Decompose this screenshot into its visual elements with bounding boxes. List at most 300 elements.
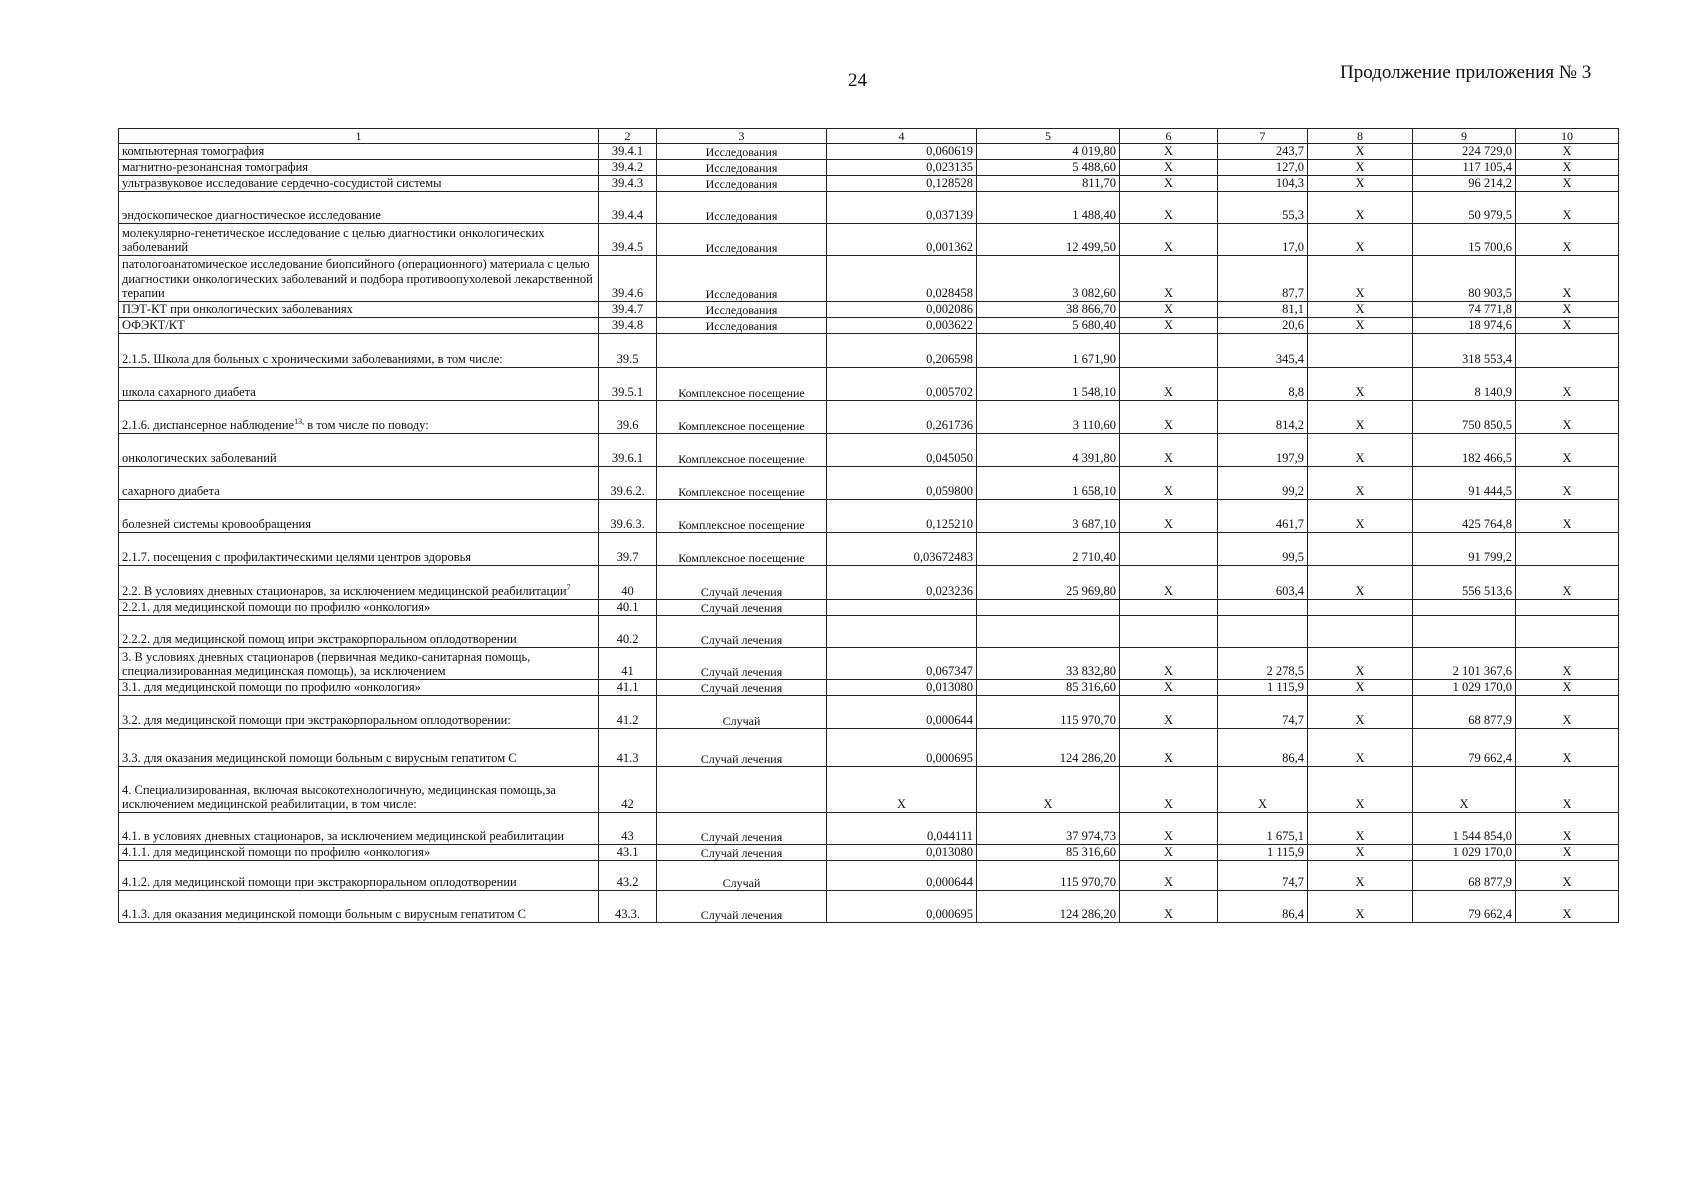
row-name-cell [119, 533, 599, 566]
table-header-row [119, 129, 1619, 144]
cell-value-10: X [1516, 401, 1619, 434]
row-name: ультразвуковое исследование сердечно-сосудистой системы [122, 176, 442, 191]
cell-value-9: 750 850,5 [1413, 401, 1516, 434]
cell-value-7: 87,7 [1218, 256, 1308, 302]
column-header: 1 [119, 129, 599, 144]
cell-value-9: 15 700,6 [1413, 224, 1516, 256]
column-header: 6 [1120, 129, 1218, 144]
table-row [119, 256, 1619, 302]
cell-value-5: 2 710,40 [977, 533, 1120, 566]
page-number: 24 [848, 70, 867, 91]
cell-value-8 [1308, 533, 1413, 566]
cell-value-9: 8 140,9 [1413, 368, 1516, 401]
row-code: 39.4.5 [599, 224, 657, 256]
row-name: школа сахарного диабета [122, 385, 256, 400]
row-name: 2.1.5. Школа для больных с хроническими заболеваниями, в том числе: [122, 352, 503, 367]
cell-value-5 [977, 616, 1120, 648]
cell-value-8 [1308, 334, 1413, 368]
cell-value-9: 79 662,4 [1413, 729, 1516, 767]
row-name-cell [119, 334, 599, 368]
cell-value-7: 74,7 [1218, 861, 1308, 891]
row-name-cell [119, 891, 599, 923]
row-code: 43 [599, 813, 657, 845]
column-header: 5 [977, 129, 1120, 144]
row-name-cell [119, 467, 599, 500]
row-unit: Комплексное посещение [657, 533, 827, 566]
cell-value-9: 91 799,2 [1413, 533, 1516, 566]
row-unit: Случай [657, 861, 827, 891]
cell-value-5: 3 110,60 [977, 401, 1120, 434]
cell-value-10: X [1516, 845, 1619, 861]
cell-value-5: 124 286,20 [977, 729, 1120, 767]
cell-value-5: 85 316,60 [977, 845, 1120, 861]
cell-value-10 [1516, 334, 1619, 368]
table-row [119, 767, 1619, 813]
table-row [119, 680, 1619, 696]
row-unit: Исследования [657, 144, 827, 160]
row-name-cell [119, 176, 599, 192]
cell-value-7: 99,2 [1218, 467, 1308, 500]
cell-value-4: 0,206598 [827, 334, 977, 368]
row-code: 41.1 [599, 680, 657, 696]
cell-value-5: 3 687,10 [977, 500, 1120, 533]
cell-value-10: X [1516, 144, 1619, 160]
cell-value-4: 0,023135 [827, 160, 977, 176]
table-row [119, 600, 1619, 616]
cell-value-9: 318 553,4 [1413, 334, 1516, 368]
table-row [119, 696, 1619, 729]
cell-value-4: 0,03672483 [827, 533, 977, 566]
cell-value-4: 0,013080 [827, 680, 977, 696]
cell-value-5: 1 488,40 [977, 192, 1120, 224]
cell-value-8 [1308, 600, 1413, 616]
row-name-cell [119, 401, 599, 434]
table-row [119, 334, 1619, 368]
row-name-cell [119, 616, 599, 648]
cell-value-9: 1 029 170,0 [1413, 680, 1516, 696]
cell-value-6: X [1120, 696, 1218, 729]
cell-value-8: X [1308, 729, 1413, 767]
cell-value-6 [1120, 334, 1218, 368]
cell-value-4: 0,037139 [827, 192, 977, 224]
table-row [119, 566, 1619, 600]
cell-value-8: X [1308, 891, 1413, 923]
row-unit: Случай [657, 696, 827, 729]
cell-value-5: 124 286,20 [977, 891, 1120, 923]
cell-value-8: X [1308, 318, 1413, 334]
cell-value-4: 0,023236 [827, 566, 977, 600]
cell-value-7: 243,7 [1218, 144, 1308, 160]
cell-value-5: 37 974,73 [977, 813, 1120, 845]
cell-value-6: X [1120, 318, 1218, 334]
row-unit [657, 334, 827, 368]
cell-value-8: X [1308, 500, 1413, 533]
cell-value-8: X [1308, 434, 1413, 467]
cell-value-8: X [1308, 176, 1413, 192]
cell-value-5: 38 866,70 [977, 302, 1120, 318]
cell-value-7: 20,6 [1218, 318, 1308, 334]
row-name: 4.1. в условиях дневных стационаров, за исключением медицинской реабилитации [122, 829, 565, 844]
cell-value-10: X [1516, 813, 1619, 845]
cell-value-6: X [1120, 680, 1218, 696]
row-unit: Случай лечения [657, 648, 827, 680]
row-unit: Случай лечения [657, 845, 827, 861]
row-name: 2.1.6. диспансерное наблюдение [122, 418, 295, 433]
cell-value-8: X [1308, 144, 1413, 160]
cell-value-9: 96 214,2 [1413, 176, 1516, 192]
column-header: 4 [827, 129, 977, 144]
row-code: 42 [599, 767, 657, 813]
row-name: 2.2. В условиях дневных стационаров, за исключением медицинской реабилитации [122, 584, 567, 599]
cell-value-5: 5 488,60 [977, 160, 1120, 176]
table-row [119, 401, 1619, 434]
cell-value-7: 461,7 [1218, 500, 1308, 533]
cell-value-7: 104,3 [1218, 176, 1308, 192]
row-name-cell [119, 160, 599, 176]
cell-value-4: 0,125210 [827, 500, 977, 533]
cell-value-9: 18 974,6 [1413, 318, 1516, 334]
row-name-cell [119, 368, 599, 401]
cell-value-10: X [1516, 696, 1619, 729]
row-name-cell [119, 680, 599, 696]
cell-value-10: X [1516, 767, 1619, 813]
cell-value-10: X [1516, 224, 1619, 256]
cell-value-5: 1 658,10 [977, 467, 1120, 500]
row-name-cell [119, 767, 599, 813]
cell-value-8: X [1308, 302, 1413, 318]
cell-value-10: X [1516, 891, 1619, 923]
table-row [119, 144, 1619, 160]
row-name-cell [119, 302, 599, 318]
row-name-cell [119, 861, 599, 891]
cell-value-5: 811,70 [977, 176, 1120, 192]
row-name: онкологических заболеваний [122, 451, 277, 466]
cell-value-10: X [1516, 318, 1619, 334]
cell-value-5: X [977, 767, 1120, 813]
cell-value-7: X [1218, 767, 1308, 813]
cell-value-5: 85 316,60 [977, 680, 1120, 696]
cell-value-7: 345,4 [1218, 334, 1308, 368]
cell-value-5: 4 391,80 [977, 434, 1120, 467]
cell-value-10: X [1516, 648, 1619, 680]
row-name: компьютерная томография [122, 144, 265, 159]
row-name-cell [119, 224, 599, 256]
table-row [119, 176, 1619, 192]
cell-value-6 [1120, 533, 1218, 566]
column-header: 10 [1516, 129, 1619, 144]
row-name: 2.2.1. для медицинской помощи по профилю «онкология» [122, 600, 431, 615]
cell-value-10: X [1516, 368, 1619, 401]
cell-value-8 [1308, 616, 1413, 648]
cell-value-6: X [1120, 813, 1218, 845]
cell-value-6: X [1120, 845, 1218, 861]
row-name-cell [119, 696, 599, 729]
row-name: 3.1. для медицинской помощи по профилю «онкология» [122, 680, 421, 695]
cell-value-7: 1 675,1 [1218, 813, 1308, 845]
row-name-cell [119, 434, 599, 467]
row-name-cell [119, 648, 599, 680]
row-code: 39.4.2 [599, 160, 657, 176]
cell-value-5: 25 969,80 [977, 566, 1120, 600]
cell-value-10: X [1516, 500, 1619, 533]
cell-value-8: X [1308, 467, 1413, 500]
row-name: болезней системы кровообращения [122, 517, 311, 532]
cell-value-7: 1 115,9 [1218, 845, 1308, 861]
row-unit: Комплексное посещение [657, 500, 827, 533]
row-code: 41 [599, 648, 657, 680]
cell-value-10 [1516, 600, 1619, 616]
cell-value-4: 0,045050 [827, 434, 977, 467]
cell-value-8: X [1308, 648, 1413, 680]
row-name-cell [119, 318, 599, 334]
cell-value-8: X [1308, 224, 1413, 256]
row-name-cell [119, 500, 599, 533]
cell-value-4: 0,000644 [827, 696, 977, 729]
cell-value-9: 224 729,0 [1413, 144, 1516, 160]
cell-value-10: X [1516, 566, 1619, 600]
row-unit: Комплексное посещение [657, 434, 827, 467]
cell-value-5: 3 082,60 [977, 256, 1120, 302]
cell-value-9: X [1413, 767, 1516, 813]
table-row [119, 891, 1619, 923]
cell-value-8: X [1308, 845, 1413, 861]
table-row [119, 845, 1619, 861]
cell-value-7: 2 278,5 [1218, 648, 1308, 680]
cell-value-4: 0,044111 [827, 813, 977, 845]
column-header: 3 [657, 129, 827, 144]
row-code: 43.2 [599, 861, 657, 891]
cell-value-7: 127,0 [1218, 160, 1308, 176]
cell-value-8: X [1308, 256, 1413, 302]
row-unit: Случай лечения [657, 891, 827, 923]
cell-value-6: X [1120, 401, 1218, 434]
cell-value-10: X [1516, 192, 1619, 224]
cell-value-10: X [1516, 256, 1619, 302]
cell-value-4: 0,000644 [827, 861, 977, 891]
cell-value-8: X [1308, 566, 1413, 600]
row-code: 39.6.2. [599, 467, 657, 500]
footnote-reference: 13, [294, 417, 305, 427]
cell-value-6: X [1120, 434, 1218, 467]
row-name-cell [119, 729, 599, 767]
cell-value-5: 115 970,70 [977, 861, 1120, 891]
cell-value-7: 86,4 [1218, 891, 1308, 923]
cell-value-6 [1120, 616, 1218, 648]
cell-value-6: X [1120, 160, 1218, 176]
cell-value-7: 8,8 [1218, 368, 1308, 401]
column-header: 2 [599, 129, 657, 144]
row-unit: Исследования [657, 192, 827, 224]
row-name: 4. Специализированная, включая высокотехнологичную, медицинская помощь,за исключением медицинской реабилитации, в том числе: [122, 782, 556, 812]
table-row [119, 192, 1619, 224]
cell-value-6: X [1120, 891, 1218, 923]
cell-value-9: 68 877,9 [1413, 696, 1516, 729]
row-name: 4.1.1. для медицинской помощи по профилю «онкология» [122, 845, 431, 860]
row-unit: Комплексное посещение [657, 368, 827, 401]
row-name: 4.1.3. для оказания медицинской помощи больным с вирусным гепатитом С [122, 907, 526, 922]
cell-value-4: 0,067347 [827, 648, 977, 680]
row-name: ПЭТ-КТ при онкологических заболеваниях [122, 302, 353, 317]
row-code: 43.1 [599, 845, 657, 861]
cell-value-10: X [1516, 680, 1619, 696]
cell-value-9: 1 029 170,0 [1413, 845, 1516, 861]
cell-value-4: 0,001362 [827, 224, 977, 256]
cell-value-7: 86,4 [1218, 729, 1308, 767]
row-code: 39.4.6 [599, 256, 657, 302]
row-name-cell [119, 566, 599, 600]
cell-value-9 [1413, 600, 1516, 616]
row-name: молекулярно-генетическое исследование с целью диагностики онкологических заболеваний [122, 225, 545, 255]
column-header: 9 [1413, 129, 1516, 144]
table-row [119, 160, 1619, 176]
cell-value-7: 814,2 [1218, 401, 1308, 434]
cell-value-4: 0,005702 [827, 368, 977, 401]
row-code: 39.4.7 [599, 302, 657, 318]
cell-value-7: 99,5 [1218, 533, 1308, 566]
row-code: 39.4.1 [599, 144, 657, 160]
table-row [119, 533, 1619, 566]
row-code: 40.2 [599, 616, 657, 648]
cell-value-10 [1516, 533, 1619, 566]
table-row [119, 813, 1619, 845]
row-code: 43.3. [599, 891, 657, 923]
cell-value-6: X [1120, 729, 1218, 767]
row-name: 2.2.2. для медицинской помощ ипри экстракорпоральном оплодотворении [122, 632, 517, 647]
cell-value-8: X [1308, 680, 1413, 696]
row-name-cell [119, 256, 599, 302]
cell-value-4: 0,003622 [827, 318, 977, 334]
row-unit: Исследования [657, 302, 827, 318]
row-unit: Исследования [657, 318, 827, 334]
cell-value-7: 74,7 [1218, 696, 1308, 729]
cell-value-9: 425 764,8 [1413, 500, 1516, 533]
cell-value-5: 4 019,80 [977, 144, 1120, 160]
row-name: 3.2. для медицинской помощи при экстракорпоральном оплодотворении: [122, 713, 511, 728]
cell-value-8: X [1308, 368, 1413, 401]
cell-value-6: X [1120, 256, 1218, 302]
row-code: 39.5 [599, 334, 657, 368]
cell-value-5: 1 671,90 [977, 334, 1120, 368]
cell-value-4: 0,261736 [827, 401, 977, 434]
table-row [119, 861, 1619, 891]
appendix-continuation-label: Продолжение приложения № 3 [1340, 62, 1592, 83]
cell-value-6 [1120, 600, 1218, 616]
row-code: 39.6.3. [599, 500, 657, 533]
cell-value-5: 1 548,10 [977, 368, 1120, 401]
table-row [119, 368, 1619, 401]
cell-value-7: 197,9 [1218, 434, 1308, 467]
cell-value-6: X [1120, 861, 1218, 891]
cell-value-4: 0,000695 [827, 891, 977, 923]
cell-value-9: 2 101 367,6 [1413, 648, 1516, 680]
cell-value-7: 1 115,9 [1218, 680, 1308, 696]
cell-value-10: X [1516, 729, 1619, 767]
cell-value-6: X [1120, 144, 1218, 160]
cell-value-7: 55,3 [1218, 192, 1308, 224]
cell-value-10: X [1516, 467, 1619, 500]
row-code: 39.4.4 [599, 192, 657, 224]
cell-value-7 [1218, 600, 1308, 616]
cell-value-4 [827, 616, 977, 648]
cell-value-4: X [827, 767, 977, 813]
column-header: 7 [1218, 129, 1308, 144]
cell-value-4: 0,128528 [827, 176, 977, 192]
row-name: сахарного диабета [122, 484, 220, 499]
cell-value-9: 91 444,5 [1413, 467, 1516, 500]
row-code: 40.1 [599, 600, 657, 616]
cell-value-6: X [1120, 467, 1218, 500]
table-row [119, 616, 1619, 648]
cell-value-9: 1 544 854,0 [1413, 813, 1516, 845]
row-unit: Случай лечения [657, 680, 827, 696]
cell-value-6: X [1120, 302, 1218, 318]
row-code: 39.6 [599, 401, 657, 434]
cell-value-10: X [1516, 160, 1619, 176]
cell-value-7: 603,4 [1218, 566, 1308, 600]
cell-value-9 [1413, 616, 1516, 648]
footnote-reference: 7 [566, 583, 571, 593]
cell-value-8: X [1308, 401, 1413, 434]
column-header: 8 [1308, 129, 1413, 144]
cell-value-5: 12 499,50 [977, 224, 1120, 256]
row-code: 39.4.3 [599, 176, 657, 192]
cell-value-10: X [1516, 302, 1619, 318]
cell-value-9: 74 771,8 [1413, 302, 1516, 318]
row-name: 3. В условиях дневных стационаров (первичная медико-санитарная помощь, специализированная медицинская помощь), за исключением [122, 649, 531, 679]
table-row [119, 434, 1619, 467]
cell-value-4: 0,013080 [827, 845, 977, 861]
table-row [119, 467, 1619, 500]
row-name: 2.1.7. посещения с профилактическими целями центров здоровья [122, 550, 472, 565]
cell-value-10: X [1516, 176, 1619, 192]
cell-value-5: 33 832,80 [977, 648, 1120, 680]
cell-value-5: 5 680,40 [977, 318, 1120, 334]
row-name: ОФЭКТ/КТ [122, 318, 185, 333]
row-unit [657, 767, 827, 813]
cell-value-8: X [1308, 813, 1413, 845]
cell-value-8: X [1308, 767, 1413, 813]
cell-value-4: 0,000695 [827, 729, 977, 767]
cell-value-5: 115 970,70 [977, 696, 1120, 729]
cell-value-5 [977, 600, 1120, 616]
table-row [119, 648, 1619, 680]
cell-value-6: X [1120, 500, 1218, 533]
cell-value-4 [827, 600, 977, 616]
cell-value-10 [1516, 616, 1619, 648]
row-name: эндоскопическое диагностическое исследование [122, 208, 381, 223]
cell-value-9: 182 466,5 [1413, 434, 1516, 467]
row-unit: Исследования [657, 256, 827, 302]
cell-value-10: X [1516, 434, 1619, 467]
row-unit: Исследования [657, 160, 827, 176]
cell-value-7: 81,1 [1218, 302, 1308, 318]
cell-value-8: X [1308, 192, 1413, 224]
table-row [119, 500, 1619, 533]
row-name: 4.1.2. для медицинской помощи при экстракорпоральном оплодотворении [122, 875, 517, 890]
cell-value-8: X [1308, 696, 1413, 729]
cell-value-6: X [1120, 192, 1218, 224]
cell-value-6: X [1120, 368, 1218, 401]
table-row [119, 224, 1619, 256]
cell-value-4: 0,028458 [827, 256, 977, 302]
row-name: патологоанатомическое исследование биопсийного (операционного) материала с целью диагностики онкологических заболеваний и подбора противоопухолевой лекарственной терапии [122, 256, 593, 301]
cell-value-9: 117 105,4 [1413, 160, 1516, 176]
row-name-cell [119, 192, 599, 224]
row-code: 39.5.1 [599, 368, 657, 401]
row-code: 39.7 [599, 533, 657, 566]
cell-value-4: 0,059800 [827, 467, 977, 500]
row-code: 40 [599, 566, 657, 600]
